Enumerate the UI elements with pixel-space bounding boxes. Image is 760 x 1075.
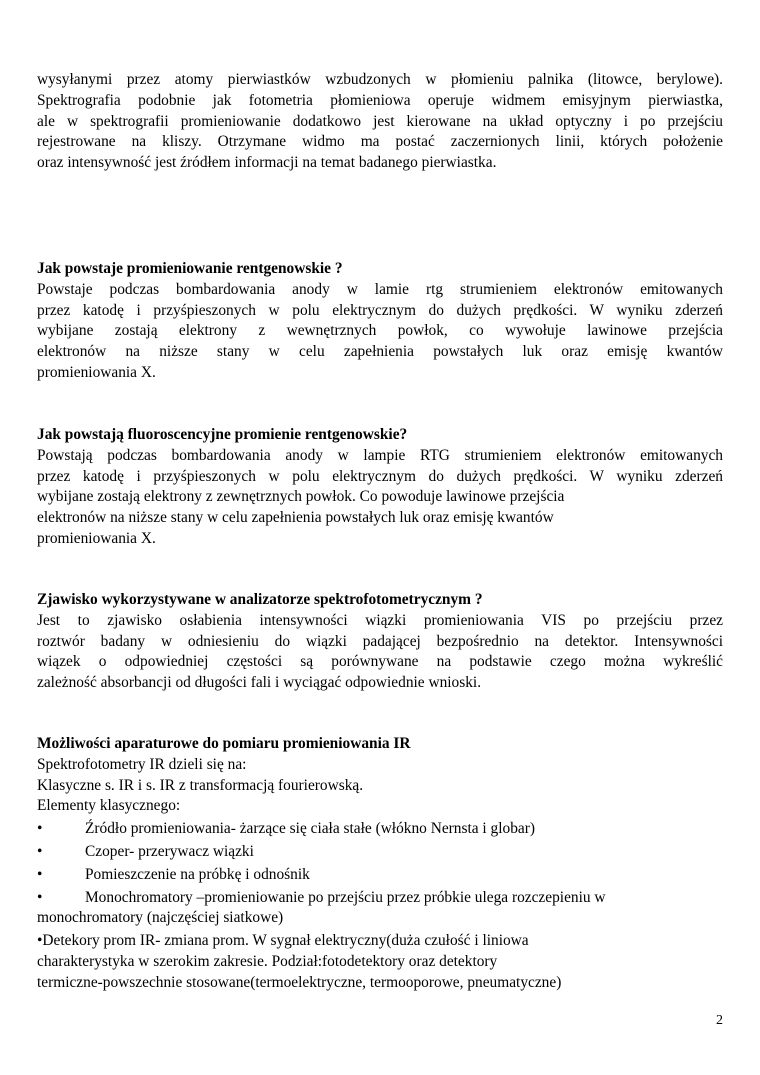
section-ir-apparatus	[37, 734, 723, 994]
section-line: roztwór badany w odniesieniu do wiązki padającej bezpośrednio na detektor. Intensywności	[37, 632, 723, 650]
list-item	[37, 819, 723, 840]
section-line: wybijane zostają elektrony z wewnętrznych powłok, co wywołuje lawinowe przejścia	[37, 322, 723, 340]
list-item-text: Monochromatory –promieniowanie po przejściu przez próbkie ulega rozczepieniu w	[85, 888, 606, 906]
list-item	[37, 842, 723, 863]
list-item-text: Źródło promieniowania- żarzące się ciała stałe (włókno Nernsta i globar)	[85, 820, 535, 838]
section-spectrophotometry	[37, 590, 723, 694]
intro-line: wysyłanymi przez atomy pierwiastków wzbudzonych w płomieniu palnika (litowce, berylowe).	[37, 71, 723, 88]
section-line: elektronów na niższe stany w celu zapełnienia powstałych luk oraz emisję kwantów	[37, 509, 554, 527]
section-line: promieniowania X.	[37, 529, 156, 547]
section-heading: Możliwości aparaturowe do pomiaru promieniowania IR	[37, 735, 411, 752]
list-item	[37, 888, 723, 930]
section-line: zależność absorbancji od długości fali i wyciągać odpowiednie wnioski.	[37, 674, 482, 692]
section-heading: Zjawisko wykorzystywane w analizatorze spektrofotometrycznym ?	[37, 591, 483, 608]
list-item-text: •Detekory prom IR- zmiana prom. W sygnał elektryczny(duża czułość i liniowa	[37, 932, 529, 950]
section-line: promieniowania X.	[37, 363, 156, 381]
section-line: Jest to zjawisko osłabienia intensywności wiązki promieniowania VIS po przejściu przez	[37, 611, 723, 629]
section-line: wybijane zostają elektrony z zewnętrznych powłok. Co powoduje lawinowe przejścia	[37, 488, 565, 506]
list-item-text: Czoper- przerywacz wiązki	[85, 842, 254, 860]
intro-line: oraz intensywność jest źródłem informacji na temat badanego pierwiastka.	[37, 154, 497, 172]
section-line: Elementy klasycznego:	[37, 797, 181, 815]
bullet-icon: •	[37, 842, 43, 860]
intro-paragraph	[37, 70, 723, 174]
intro-line: rejestrowane na kliszy. Otrzymane widmo ma postać zaczernionych linii, których położenie	[37, 133, 723, 151]
list-item-text: Pomieszczenie na próbkę i odnośnik	[85, 865, 310, 883]
list-item-text: charakterystyka w szerokim zakresie. Podział:fotodetektory oraz detektory	[37, 952, 498, 970]
section-line: Klasyczne s. IR i s. IR z transformacją fourierowską.	[37, 776, 364, 794]
section-line: elektronów na niższe stany w celu zapełnienia powstałych luk oraz emisję kwantów	[37, 343, 723, 361]
section-line: wiązek o odpowiedniej częstości są porównywane na podstawie czego można wykreślić	[37, 653, 723, 671]
section-heading: Jak powstaje promieniowanie rentgenowskie ?	[37, 260, 343, 277]
list-item-text: termiczne-powszechnie stosowane(termoelektryczne, termooporowe, pneumatyczne)	[37, 973, 562, 991]
document-page	[37, 70, 723, 991]
bullet-icon: •	[37, 865, 43, 883]
section-heading: Jak powstają fluoroscencyjne promienie rentgenowskie?	[37, 426, 408, 443]
bullet-icon: •	[37, 820, 43, 838]
list-item-text: monochromatory (najczęściej siatkowe)	[37, 909, 284, 927]
section-line: przez katodę i przyśpieszonych w polu elektrycznym do dużych prędkości. W wyniku zderzeń	[37, 467, 723, 485]
page-number: 2	[716, 1013, 723, 1028]
intro-line: Spektrografia podobnie jak fotometria płomieniowa operuje widmem emisyjnym pierwiastka,	[37, 91, 723, 109]
section-line: przez katodę i przyśpieszonych w polu elektrycznym do dużych prędkości. W wyniku zderzeń	[37, 301, 723, 319]
section-line: Powstają podczas bombardowania anody w lampie RTG strumieniem elektronów emitowanych	[37, 446, 723, 464]
section-xray-origin	[37, 259, 723, 384]
list-item	[37, 931, 723, 993]
section-fluorescence	[37, 425, 723, 550]
bullet-icon: •	[37, 888, 43, 906]
intro-line: ale w spektrografii promieniowanie dodatkowo jest kierowane na układ optyczny i po przejściu	[37, 112, 723, 130]
section-line: Spektrofotometry IR dzieli się na:	[37, 755, 247, 773]
section-line: Powstaje podczas bombardowania anody w lamie rtg strumieniem elektronów emitowanych	[37, 280, 723, 298]
list-item	[37, 865, 723, 886]
